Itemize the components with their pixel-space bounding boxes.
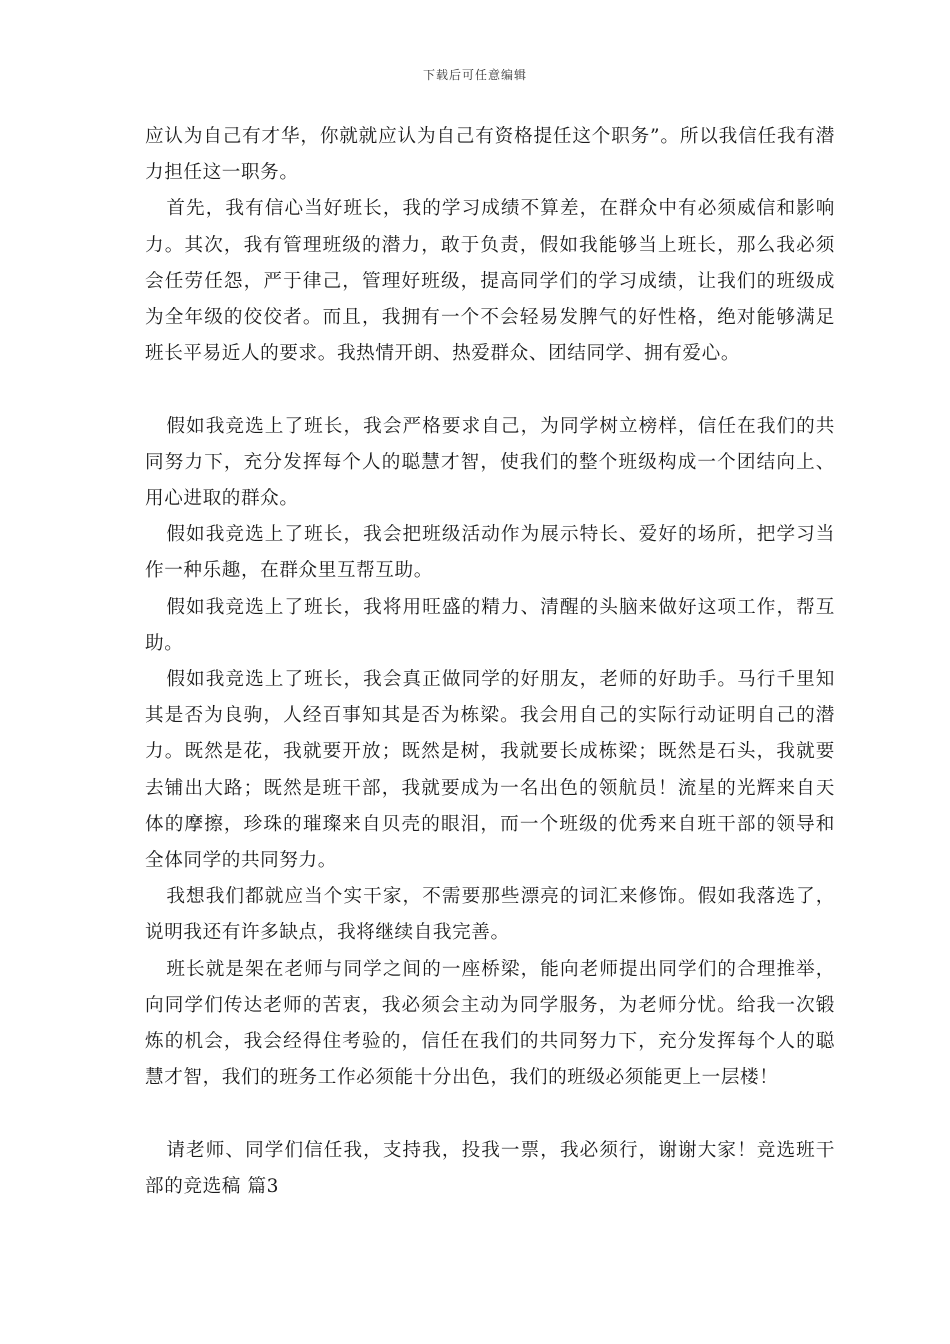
paragraph: 班长就是架在老师与同学之间的一座桥梁，能向老师提出同学们的合理推举，向同学们传达老师的苦衷，我必须会主动为同学服务，为老师分忧。给我一次锻炼的机会，我会经得住考验的，信任在我们的共同努力下，充分发挥每个人的聪慧才智，我们的班务工作必须能十分出色，我们的班级必须能更上一层楼！ — [145, 958, 835, 1089]
paragraph: 我想我们都就应当个实干家，不需要那些漂亮的词汇来修饰。假如我落选了，说明我还有许多缺点，我将继续自我完善。 — [145, 886, 835, 944]
paragraph: 应认为自己有才华，你就就应认为自己有资格提任这个职务”。所以我信任我有潜力担任这一职务。 — [145, 126, 835, 184]
document-body — [145, 119, 835, 1205]
page-header: 下载后可任意编辑 — [422, 68, 527, 82]
paragraph: 假如我竞选上了班长，我会严格要求自己，为同学树立榜样，信任在我们的共同努力下，充分发挥每个人的聪慧才智，使我们的整个班级构成一个团结向上、用心进取的群众。 — [145, 415, 835, 510]
paragraph: 假如我竞选上了班长，我将用旺盛的精力、清醒的头脑来做好这项工作，帮互助。 — [145, 596, 835, 654]
paragraph: 请老师、同学们信任我，支持我，投我一票，我必须行，谢谢大家！竞选班干部的竞选稿 篇3 — [145, 1139, 835, 1197]
paragraph: 首先，我有信心当好班长，我的学习成绩不算差，在群众中有必须威信和影响力。其次，我有管理班级的潜力，敢于负责，假如我能够当上班长，那么我必须会任劳任怨，严于律己，管理好班级，提高同学们的学习成绩，让我们的班级成为全年级的佼佼者。而且，我拥有一个不会轻易发脾气的好性格，绝对能够满足班长平易近人的要求。我热情开朗、热爱群众、团结同学、拥有爱心。 — [145, 198, 835, 365]
paragraph: 假如我竞选上了班长，我会真正做同学的好朋友，老师的好助手。马行千里知其是否为良驹，人经百事知其是否为栋梁。我会用自己的实际行动证明自己的潜力。既然是花，我就要开放；既然是树，我就要长成栋梁；既然是石头，我就要去铺出大路；既然是班干部，我就要成为一名出色的领航员！流星的光辉来自天体的摩擦，珍珠的璀璨来自贝壳的眼泪，而一个班级的优秀来自班干部的领导和全体同学的共同努力。 — [145, 669, 835, 872]
paragraph: 假如我竞选上了班长，我会把班级活动作为展示特长、爱好的场所，把学习当作一种乐趣，在群众里互帮互助。 — [145, 524, 835, 582]
